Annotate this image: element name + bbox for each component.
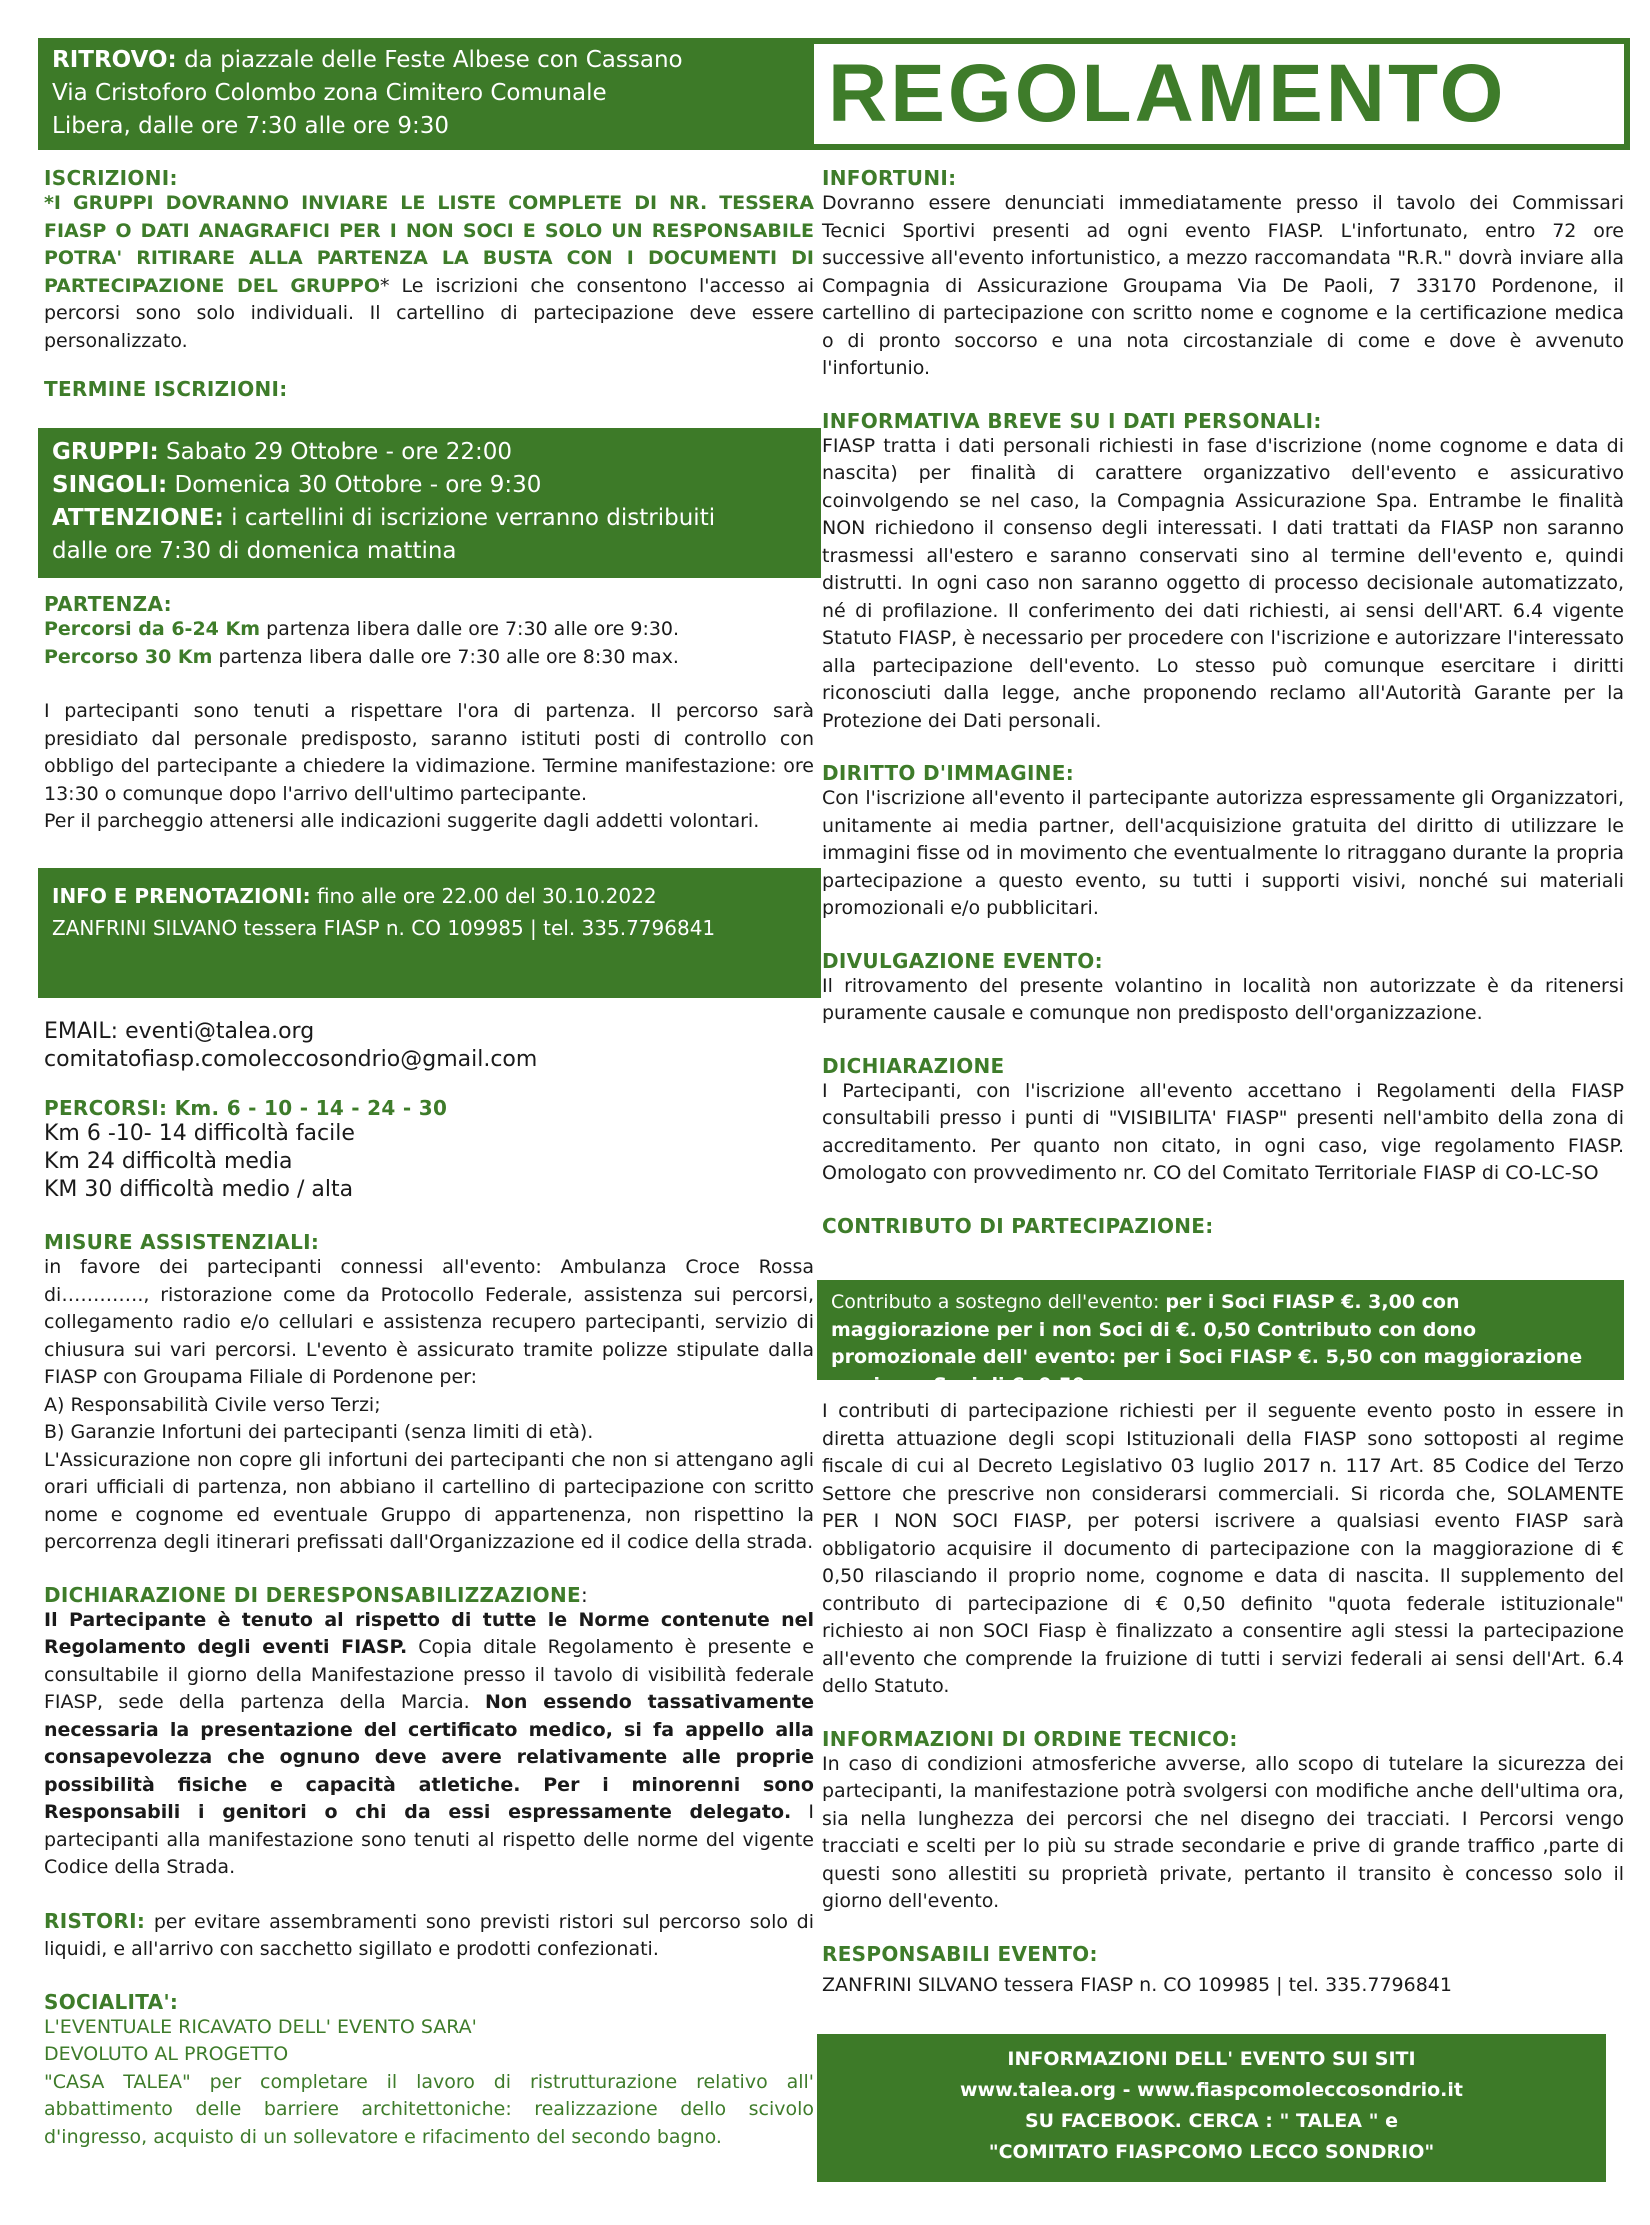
socialita-heading: SOCIALITA':	[44, 1989, 179, 2014]
termine-box	[38, 428, 821, 578]
right-column	[822, 166, 1624, 1238]
footer-l4: "COMITATO FIASPCOMO LECCO SONDRIO"	[988, 2141, 1435, 2163]
infortuni-heading: INFORTUNI:	[822, 166, 957, 190]
contacts-section	[44, 1018, 814, 2151]
misure-b: B) Garanzie Infortuni dei partecipanti (senza limiti di età).	[44, 1421, 594, 1443]
page-title: REGOLAMENTO	[828, 48, 1507, 139]
footer-l3: SU FACEBOOK. CERCA : " TALEA " e	[1024, 2110, 1399, 2132]
dichiarazione-der-heading: DICHIARAZIONE DI DERESPONSABILIZZAZIONE	[44, 1582, 581, 1607]
iscrizioni-rest: * Le iscrizioni che consentono l'accesso ai percorsi sono solo individuali. Il cartellino di partecipazione deve essere personalizzato.	[44, 274, 814, 352]
singoli-label: SINGOLI:	[52, 472, 168, 498]
ristori-heading: RISTORI:	[44, 1908, 146, 1933]
divulgazione-text: Il ritrovamento del presente volantino in località non autorizzate è da ritenersi puramente causale e comunque non predisposto dell'organizzazione.	[822, 974, 1624, 1024]
email-label: EMAIL:	[44, 1019, 119, 1044]
ritrovo-banner	[38, 38, 821, 150]
ritrovo-line2: Via Cristoforo Colombo zona Cimitero Comunale	[52, 80, 607, 106]
percorsi-l3: KM 30 difficoltà medio / alta	[44, 1177, 354, 1202]
ristori-text: per evitare assembramenti sono previsti ristori sul percorso solo di liquidi, e all'arrivo con sacchetto sigillato e prodotti confezionati.	[44, 1910, 814, 1960]
contributo-box	[817, 1280, 1624, 1396]
infortuni-text: Dovranno essere denunciati immediatamente presso il tavolo dei Commissari Tecnici Sportivi presenti ad ogni evento FIASP. L'infortunato, entro 72 ore successive all'evento infortunistico, a mezzo raccomandata "R.R." dovrà inviare alla Compagnia di Assicurazione Groupama Via De Paoli, 7 33170 Pordenone, il cartellino di partecipazione con scritto nome e cognome e la certificazione medica o di pronto soccorso e una nota circostanziale di come e dove è avvenuto l'infortunio.	[822, 192, 1624, 379]
misure-heading: MISURE ASSISTENZIALI:	[44, 1230, 320, 1254]
ritrovo-line1: da piazzale delle Feste Albese con Cassano	[184, 47, 683, 73]
right-column-lower	[822, 1398, 1624, 1999]
contributo-text: I contributi di partecipazione richiesti per il seguente evento posto in essere in diretta attuazione degli scopi Istituzionali della FIASP sono sottoposti al regime fiscale di cui al Decreto Legislativo 03 luglio 2017 n. 117 Art. 85 Codice del Terzo Settore che prescrive non considerarsi commerciali. Si ricorda che, SOLAMENTE PER I NON SOCI FIASP, per potersi iscrivere a qualsiasi evento FIASP sarà obbligatorio acquisire il documento di partecipazione con la maggiorazione di € 0,50 rilasciando il proprio nome, cognome e data di nascita. Il supplemento del contributo di partecipazione di € 0,50 definito "quota federale istituzionale" richiesto ai non SOCI Fiasp è finalizzato a consentire agli stessi la partecipazione all'evento che comprende la fruizione di tutti i servizi federali ai sensi dell'Art. 6.4 dello Statuto.	[822, 1400, 1624, 1697]
dichiarazione-heading: DICHIARAZIONE	[822, 1053, 1005, 1078]
partenza-section	[44, 592, 814, 836]
singoli-text: Domenica 30 Ottobre - ore 9:30	[174, 472, 542, 498]
dichiarazione-der-text	[44, 1607, 814, 1882]
tecnico-heading: INFORMAZIONI DI ORDINE TECNICO:	[822, 1726, 1238, 1751]
info-contact: ZANFRINI SILVANO tessera FIASP n. CO 109985 | tel. 335.7796841	[52, 916, 716, 940]
ritrovo-label: RITROVO:	[52, 47, 177, 73]
contributo-heading: CONTRIBUTO DI PARTECIPAZIONE:	[822, 1213, 1214, 1238]
socialita-l3: "CASA TALEA" per completare il lavoro di ristrutturazione relativo all' abbattimento delle barriere architettoniche: realizzazione dello scivolo d'ingresso, acquisto di un sollevatore e rifacimento del secondo bagno.	[44, 2070, 814, 2148]
partenza-r1-label: Percorsi da 6-24 Km	[44, 618, 261, 640]
diritto-text: Con l'iscrizione all'evento il partecipante autorizza espressamente gli Organizzatori, unitamente ai media partner, dell'acquisizione gratuita del diritto di utilizzare le immagini fisse od in movimento che eventualmente lo ritraggano durante la propria partecipazione a questo evento, su tutti i supporti visivi, nonché sui materiali promozionali e/o pubblicitari.	[822, 787, 1624, 919]
der-b2: Non essendo tassativamente necessaria la presentazione del certificato medico, si fa appello alla consapevolezza che ognuno deve avere relativamente alle proprie possibilità fisiche e capacità atletiche. Per i minorenni sono Responsabili i genitori o chi da essi espressamente delegato.	[44, 1691, 814, 1823]
informativa-text: FIASP tratta i dati personali richiesti in fase d'iscrizione (nome cognome e data di nascita) per finalità di carattere organizzativo dell'evento e assicurativo coinvolgendo se nel caso, la Compagnia Assicurazione Spa. Entrambe le finalità NON richiedono il consenso degli interessati. I dati trattati da FIASP non saranno trasmessi all'estero e saranno conservati sino al termine dell'evento e, quindi distrutti. In ogni caso non saranno oggetto di processo decisionale automatizzato, né di profilazione. Il conferimento dei dati richiesti, ai sensi dell'ART. 6.4 vigente Statuto FIASP, è necessario per procedere con l'iscrizione e autorizzare l'interessato alla partecipazione dell'evento. Lo stesso può comunque esercitare i diritti riconosciuti dalla legge, anche proponendo reclamo all'Autorità Garante per la Protezione dei Dati personali.	[822, 434, 1624, 732]
title-frame	[808, 38, 1630, 150]
info-box	[38, 868, 821, 998]
left-column	[44, 166, 814, 401]
der-b1: Il Partecipante è tenuto al rispetto di tutte le Norme contenute nel Regolamento degli eventi FIASP.	[44, 1608, 814, 1658]
partenza-para: I partecipanti sono tenuti a rispettare l'ora di partenza. Il percorso sarà presidiato dal personale predisposto, saranno istituti posti di controllo con obbligo del partecipante a chiedere la vidimazione. Termine manifestazione: ore 13:30 o comunque dopo l'arrivo dell'ultimo partecipante.	[44, 700, 814, 805]
partenza-r2-text: partenza libera dalle ore 7:30 alle ore 8:30 max.	[218, 645, 679, 668]
percorsi-l2: Km 24 difficoltà media	[44, 1149, 293, 1174]
ritrovo-line3: Libera, dalle ore 7:30 alle ore 9:30	[52, 113, 449, 139]
dichiarazione-der-heading-row	[44, 1583, 814, 1607]
info-text: fino alle ore 22.00 del 30.10.2022	[316, 884, 657, 908]
attenzione-text2: dalle ore 7:30 di domenica mattina	[52, 538, 457, 564]
contributo-box-bold: per i Soci FIASP €. 3,00 con maggiorazione per i non Soci di €. 0,50 Contributo con dono promozionale dell' evento: per i Soci FIASP €. 5,50 con maggiorazione per i non Soci di €. 0,50	[831, 1291, 1583, 1396]
contributo-box-lead: Contributo a sostegno dell'evento:	[831, 1291, 1160, 1313]
iscrizioni-heading: ISCRIZIONI:	[44, 166, 178, 190]
diritto-heading: DIRITTO D'IMMAGINE:	[822, 761, 1074, 785]
gruppi-text: Sabato 29 Ottobre - ore 22:00	[166, 439, 513, 465]
footer-l2: www.talea.org - www.fiaspcomoleccosondrio.it	[960, 2079, 1463, 2101]
socialita-l2: DEVOLUTO AL PROGETTO	[44, 2043, 289, 2065]
misure-a: A) Responsabilità Civile verso Terzi;	[44, 1393, 381, 1416]
partenza-heading: PARTENZA:	[44, 592, 172, 616]
percorsi-l1: Km 6 -10- 14 difficoltà facile	[44, 1121, 355, 1146]
responsabili-heading: RESPONSABILI EVENTO:	[822, 1941, 1098, 1966]
iscrizioni-bold: *I GRUPPI DOVRANNO INVIARE LE LISTE COMPLETE DI NR. TESSERA FIASP O DATI ANAGRAFICI PER I NON SOCI E SOLO UN RESPONSABILE POTRA' RITIRARE ALLA PARTENZA LA BUSTA CON I DOCUMENTI DI PARTECIPAZIONE DEL GRUPPO	[44, 192, 814, 297]
dichiarazione-text: I Partecipanti, con l'iscrizione all'evento accettano i Regolamenti della FIASP consultabili presso i punti di "VISIBILITA' FIASP" presenti nell'ambito della zona di accreditamento. Per quanto non citato, in ogni caso, vige regolamento FIASP. Omologato con provvedimento nr. CO del Comitato Territoriale FIASP di CO-LC-SO	[822, 1079, 1624, 1184]
socialita-l1: L'EVENTUALE RICAVATO DELL' EVENTO SARA'	[44, 2015, 477, 2038]
der-t1: Copia ditale Regolamento è presente e consultabile il giorno della Manifestazione presso il tavolo di visibilità federale FIASP, sede della partenza della Marcia.	[44, 1636, 814, 1713]
attenzione-text: i cartellini di iscrizione verranno distribuiti	[231, 505, 716, 531]
footer-l1: INFORMAZIONI DELL' EVENTO SUI SITI	[1007, 2048, 1416, 2070]
misure-p1: in favore dei partecipanti connessi all'evento: Ambulanza Croce Rossa di…………., ristorazione come da Protocollo Federale, assistenza sui percorsi, collegamento radio e/o cellulari e assistenza recupero partecipanti, servizio di chiusura sui vari percorsi. L'evento è assicurato tramite polizze stipulate dalla FIASP con Groupama Filiale di Pordenone per:	[44, 1256, 814, 1388]
misure-p2: L'Assicurazione non copre gli infortuni dei partecipanti che non si attengano agli orari ufficiali di partenza, non abbiano il cartellino di partecipazione con scritto nome e cognome ed eventuale Gruppo di appartenenza, non rispettino la percorrenza degli itinerari prefissati dall'Organizzazione ed il codice della strada.	[44, 1448, 814, 1553]
partenza-r1-text: partenza libera dalle ore 7:30 alle ore 9:30.	[266, 618, 680, 640]
informativa-heading: INFORMATIVA BREVE SU I DATI PERSONALI:	[822, 408, 1322, 433]
termine-heading: TERMINE ISCRIZIONI:	[44, 377, 288, 401]
divulgazione-heading: DIVULGAZIONE EVENTO:	[822, 948, 1103, 973]
attenzione-label: ATTENZIONE:	[52, 505, 224, 531]
partenza-r2-label: Percorso 30 Km	[44, 645, 213, 668]
partenza-para2: Per il parcheggio attenersi alle indicazioni suggerite dagli addetti volontari.	[44, 810, 760, 832]
dichiarazione-der-colon: :	[580, 1582, 588, 1607]
iscrizioni-text	[44, 190, 814, 355]
responsabili-text: ZANFRINI SILVANO tessera FIASP n. CO 109985 | tel. 335.7796841	[822, 1973, 1452, 1996]
gruppi-label: GRUPPI:	[52, 439, 159, 465]
email-addr1: eventi@talea.org	[125, 1019, 315, 1044]
ristori-row	[44, 1908, 814, 1964]
footer-info-box	[817, 2034, 1606, 2182]
percorsi-heading: PERCORSI: Km. 6 - 10 - 14 - 24 - 30	[44, 1096, 448, 1120]
email-addr2: comitatofiasp.comoleccosondrio@gmail.com	[44, 1047, 538, 1072]
der-t2: I partecipanti alla manifestazione sono tenuti al rispetto delle norme del vigente Codice della Strada.	[44, 1801, 814, 1878]
info-label: INFO E PRENOTAZIONI:	[52, 884, 311, 908]
tecnico-text: In caso di condizioni atmosferiche avverse, allo scopo di tutelare la sicurezza dei partecipanti, la manifestazione potrà svolgersi con modifiche anche dell'ultima ora, sia nella lunghezza dei percorsi che nel disegno dei tracciati. I Percorsi vengo tracciati e scelti per lo più su strade secondarie e prive di grande traffico ,parte di questi sono allestiti su proprietà private, pertanto il transito è concesso solo il giorno dell'evento.	[822, 1752, 1624, 1912]
